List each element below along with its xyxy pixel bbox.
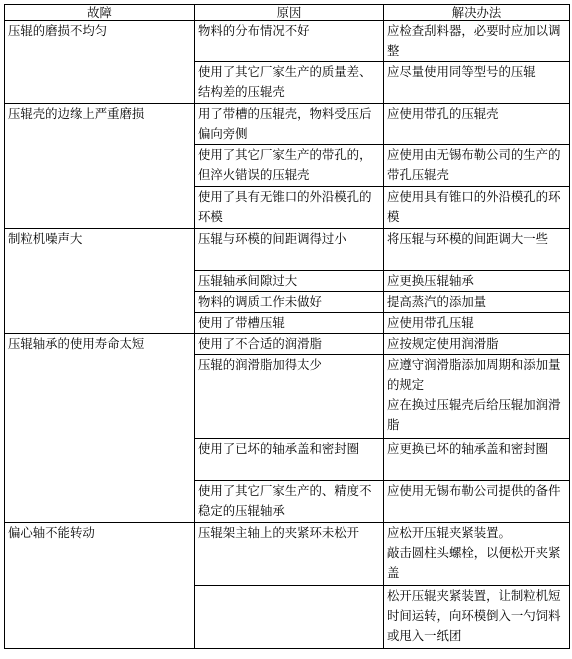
- solution-line: 应更换压辊轴承: [387, 273, 474, 288]
- solution-cell: [384, 334, 570, 355]
- solution-line: 应遵守润滑脂添加周期和添加量的规定: [387, 357, 561, 392]
- solution-cell: [384, 229, 570, 271]
- cause-cell: 物料的调质工作未做好: [195, 292, 384, 313]
- cause-cell: 使用了其它厂家生产的、精度不稳定的压辊轴承: [195, 481, 384, 523]
- solution-cell: [384, 586, 570, 649]
- solution-cell: [384, 62, 570, 104]
- solution-line: 应使用由无锡布勒公司的生产的带孔压辊壳: [387, 147, 561, 182]
- solution-line: 敲击圆柱头螺栓，以便松开夹紧盖: [387, 545, 561, 580]
- header-row: [5, 5, 570, 21]
- fault-cell: 偏心轴不能转动: [5, 523, 195, 649]
- cause-cell: 使用了其它厂家生产的带孔的，但淬火错误的压辊壳: [195, 145, 384, 187]
- solution-cell: [384, 104, 570, 145]
- cause-cell: 压辊与环模的间距调得过小: [195, 229, 384, 271]
- solution-line: 应按规定使用润滑脂: [387, 336, 499, 351]
- fault-cell: 制粒机噪声大: [5, 229, 195, 334]
- solution-line: 应使用带孔的压辊壳: [387, 106, 499, 121]
- cause-cell: 使用了其它厂家生产的质量差、结构差的压辊壳: [195, 62, 384, 104]
- solution-line: 松开压辊夹紧装置，让制粒机短时间运转，向环模倒入一勺饲料或甩入一纸团: [387, 588, 561, 643]
- solution-line: 应使用无锡布勒公司提供的备件: [387, 483, 561, 498]
- cause-cell: [195, 586, 384, 649]
- solution-cell: [384, 355, 570, 439]
- solution-line: 提高蒸汽的添加量: [387, 294, 487, 309]
- solution-line: 将压辊与环模的间距调大一些: [387, 231, 549, 246]
- solution-line: 应检查刮料器，必要时应加以调整: [387, 23, 561, 58]
- solution-cell: [384, 21, 570, 62]
- solution-cell: [384, 313, 570, 334]
- solution-line: 应更换已坏的轴承盖和密封圈: [387, 441, 549, 456]
- cause-cell: 使用了已坏的轴承盖和密封圈: [195, 439, 384, 481]
- solution-cell: [384, 523, 570, 586]
- solution-line: 应在换过压辊壳后给压辊加润滑脂: [387, 397, 561, 432]
- header-cause: 原因: [195, 5, 384, 21]
- solution-cell: [384, 481, 570, 523]
- cause-cell: 用了带槽的压辊壳，物料受压后偏向旁侧: [195, 104, 384, 145]
- cause-cell: 压辊的润滑脂加得太少: [195, 355, 384, 439]
- table-row: [5, 334, 570, 355]
- cause-cell: 压辊架主轴上的夹紧环未松开: [195, 523, 384, 586]
- solution-line: 应使用具有锥口的外沿模孔的环模: [387, 189, 561, 224]
- table-row: [5, 229, 570, 271]
- table-row: [5, 523, 570, 586]
- solution-line: 应松开压辊夹紧装置。: [387, 525, 511, 540]
- solution-line: 应使用带孔压辊: [387, 315, 474, 330]
- header-solution: 解决办法: [384, 5, 570, 21]
- table-body: [5, 21, 570, 649]
- fault-cell: 压辊壳的边缘上严重磨损: [5, 104, 195, 229]
- solution-cell: [384, 292, 570, 313]
- solution-cell: [384, 271, 570, 292]
- cause-cell: 使用了带槽压辊: [195, 313, 384, 334]
- table-row: [5, 104, 570, 145]
- cause-cell: 物料的分布情况不好: [195, 21, 384, 62]
- header-fault: 故障: [5, 5, 195, 21]
- solution-cell: [384, 145, 570, 187]
- fault-cell: 压辊轴承的使用寿命太短: [5, 334, 195, 523]
- cause-cell: 压辊轴承间隙过大: [195, 271, 384, 292]
- fault-cell: 压辊的磨损不均匀: [5, 21, 195, 104]
- fault-table: [4, 4, 570, 649]
- cause-cell: 使用了不合适的润滑脂: [195, 334, 384, 355]
- solution-cell: [384, 187, 570, 229]
- table-row: [5, 21, 570, 62]
- cause-cell: 使用了具有无锥口的外沿模孔的环模: [195, 187, 384, 229]
- solution-line: 应尽量使用同等型号的压辊: [387, 64, 536, 79]
- solution-cell: [384, 439, 570, 481]
